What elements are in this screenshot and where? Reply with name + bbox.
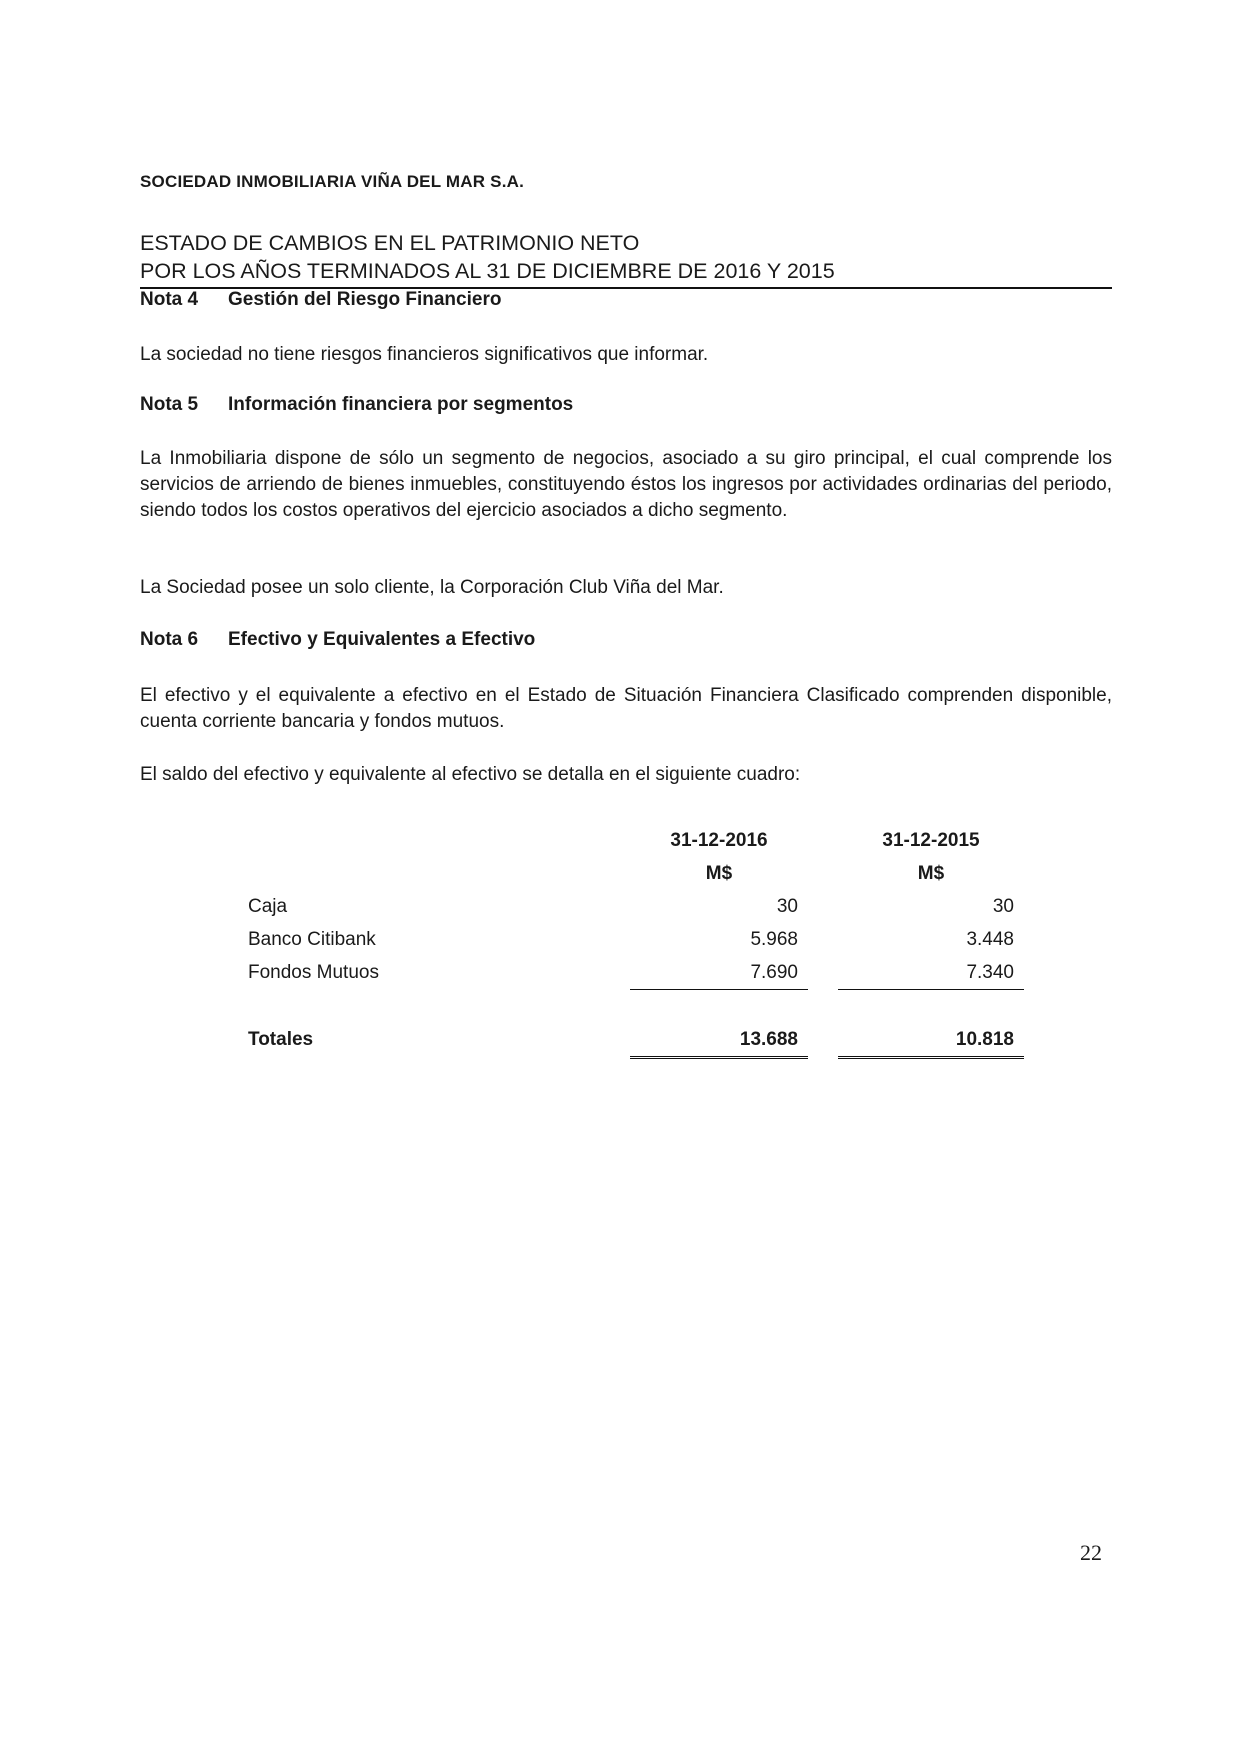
- header-line-1: ESTADO DE CAMBIOS EN EL PATRIMONIO NETO: [140, 231, 640, 255]
- company-name: SOCIEDAD INMOBILIARIA VIÑA DEL MAR S.A.: [140, 172, 525, 191]
- nota4-title: Gestión del Riesgo Financiero: [228, 289, 502, 310]
- column-header-2015: 31-12-2015: [882, 829, 980, 851]
- row-label: Fondos Mutuos: [248, 961, 379, 983]
- nota5-paragraph-1: La Inmobiliaria dispone de sólo un segmento de negocios, asociado a su giro principal, el cual comprende los servicios de arriendo de bienes inmuebles, constituyendo éstos los ingresos por actividades ordinarias del periodo, siendo todos los costos operativos del ejercicio asociados a dicho segmento.: [140, 448, 1112, 521]
- value-2015: 7.340: [966, 961, 1014, 983]
- nota6-paragraph-2: El saldo del efectivo y equivalente al efectivo se detalla en el siguiente cuadro:: [140, 764, 801, 785]
- value-2016: 7.690: [750, 961, 798, 983]
- totals-row: [248, 1023, 1024, 1058]
- nota6-paragraph-1: El efectivo y el equivalente a efectivo en el Estado de Situación Financiera Clasificado comprenden disponible, cuenta corriente bancaria y fondos mutuos.: [140, 685, 1112, 732]
- table-header-dates: [248, 824, 1024, 857]
- value-2015: 30: [992, 895, 1014, 917]
- table-row: [248, 890, 1024, 923]
- table-row: [248, 923, 1024, 956]
- value-2015: 3.448: [966, 928, 1014, 950]
- column-header-2016: 31-12-2016: [670, 829, 768, 851]
- total-2015: 10.818: [955, 1028, 1014, 1050]
- total-2016: 13.688: [739, 1028, 798, 1050]
- nota6-number: Nota 6: [140, 629, 199, 650]
- nota5-heading: [140, 394, 573, 416]
- nota5-title: Información financiera por segmentos: [228, 394, 574, 415]
- nota4-heading: [140, 289, 501, 311]
- table-row: [248, 956, 1024, 990]
- cash-equivalents-table: [248, 824, 1024, 1059]
- nota4-number: Nota 4: [140, 289, 199, 310]
- table-header-units: [248, 857, 1024, 890]
- nota4-text: La sociedad no tiene riesgos financieros significativos que informar.: [140, 344, 709, 365]
- nota5-paragraph-2: La Sociedad posee un solo cliente, la Corporación Club Viña del Mar.: [140, 577, 724, 598]
- nota6-title: Efectivo y Equivalentes a Efectivo: [228, 629, 536, 650]
- page-number: 22: [1080, 1540, 1102, 1565]
- statement-header: [140, 229, 1112, 289]
- totals-label: Totales: [248, 1029, 314, 1051]
- value-2016: 30: [776, 895, 798, 917]
- unit-2015: M$: [917, 862, 945, 884]
- row-label: Banco Citibank: [248, 928, 376, 950]
- value-2016: 5.968: [750, 928, 798, 950]
- nota5-number: Nota 5: [140, 394, 199, 415]
- header-line-2: POR LOS AÑOS TERMINADOS AL 31 DE DICIEMBRE DE 2016 Y 2015: [140, 259, 835, 283]
- nota6-heading: [140, 629, 535, 651]
- row-label: Caja: [248, 895, 288, 917]
- unit-2016: M$: [705, 862, 733, 884]
